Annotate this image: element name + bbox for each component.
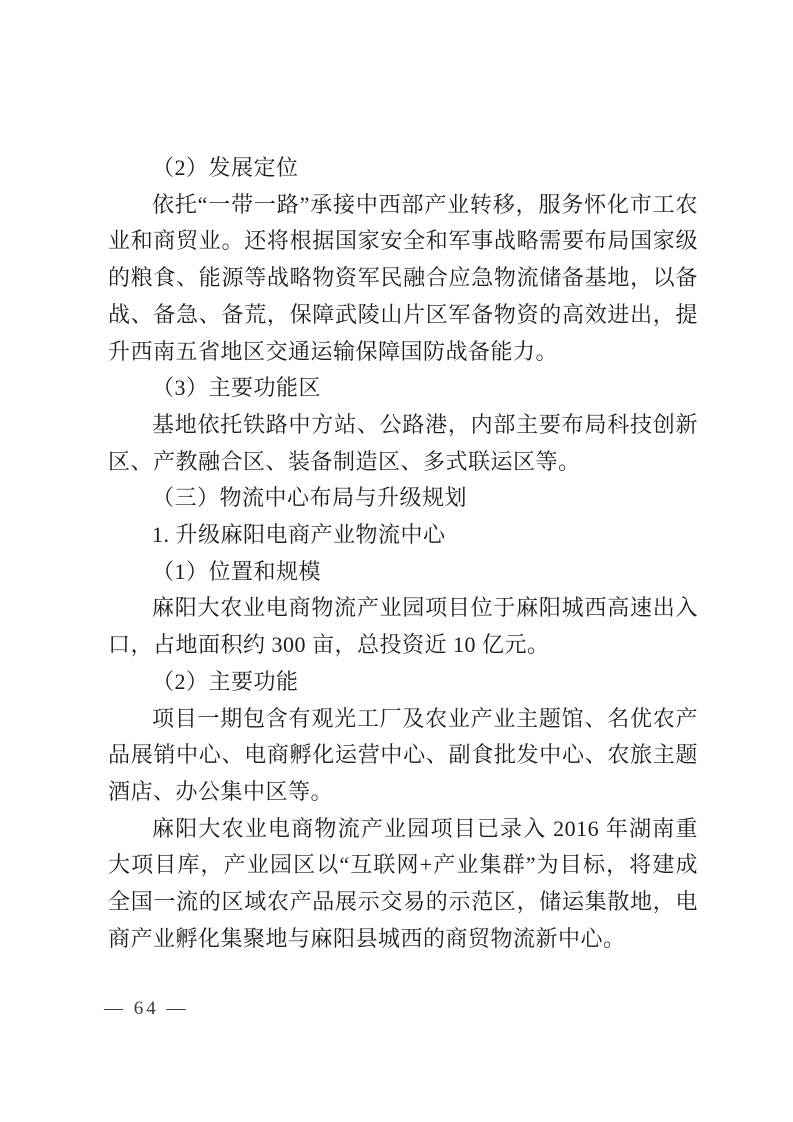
paragraph-functional-zones: 基地依托铁路中方站、公路港，内部主要布局科技创新区、产教融合区、装备制造区、多式联运区等。 <box>108 411 698 474</box>
paragraph-belt-and-road: 依托“一带一路”承接中西部产业转移，服务怀化市工农业和商贸业。还将根据国家安全和军事战略需要布局国家级的粮食、能源等战略物资军民融合应急物流储备基地，以备战、备急、备荒，保障武陵山片区军备物资的高效进出，提升西南五省地区交通运输保障国防战备能力。 <box>108 191 698 364</box>
page-number: — 64 — <box>104 998 189 1019</box>
document-body <box>108 150 698 957</box>
heading-main-functional-zones: （3）主要功能区 <box>152 375 322 401</box>
heading-logistics-center-layout-plan: （三）物流中心布局与升级规划 <box>152 485 468 511</box>
heading-location-and-scale: （1）位置和规模 <box>152 558 322 584</box>
heading-main-functions: （2）主要功能 <box>152 668 299 694</box>
paragraph-location-and-scale: 麻阳大农业电商物流产业园项目位于麻阳城西高速出入口，占地面积约 300 亩，总投资近 10 亿元。 <box>108 595 698 658</box>
heading-upgrade-mayang-ecommerce-logistics-center: 1. 升级麻阳电商产业物流中心 <box>152 522 446 548</box>
heading-development-positioning: （2）发展定位 <box>152 155 299 180</box>
paragraph-phase-one-functions: 项目一期包含有观光工厂及农业产业主题馆、名优农产品展销中心、电商孵化运营中心、副食批发中心、农旅主题酒店、办公集中区等。 <box>108 705 698 804</box>
paragraph-hunan-major-project: 麻阳大农业电商物流产业园项目已录入 2016 年湖南重大项目库，产业园区以“互联网+产业集群”为目标，将建成全国一流的区域农产品展示交易的示范区，储运集散地，电商产业孵化集聚地与麻阳县城西的商贸物流新中心。 <box>108 815 698 951</box>
